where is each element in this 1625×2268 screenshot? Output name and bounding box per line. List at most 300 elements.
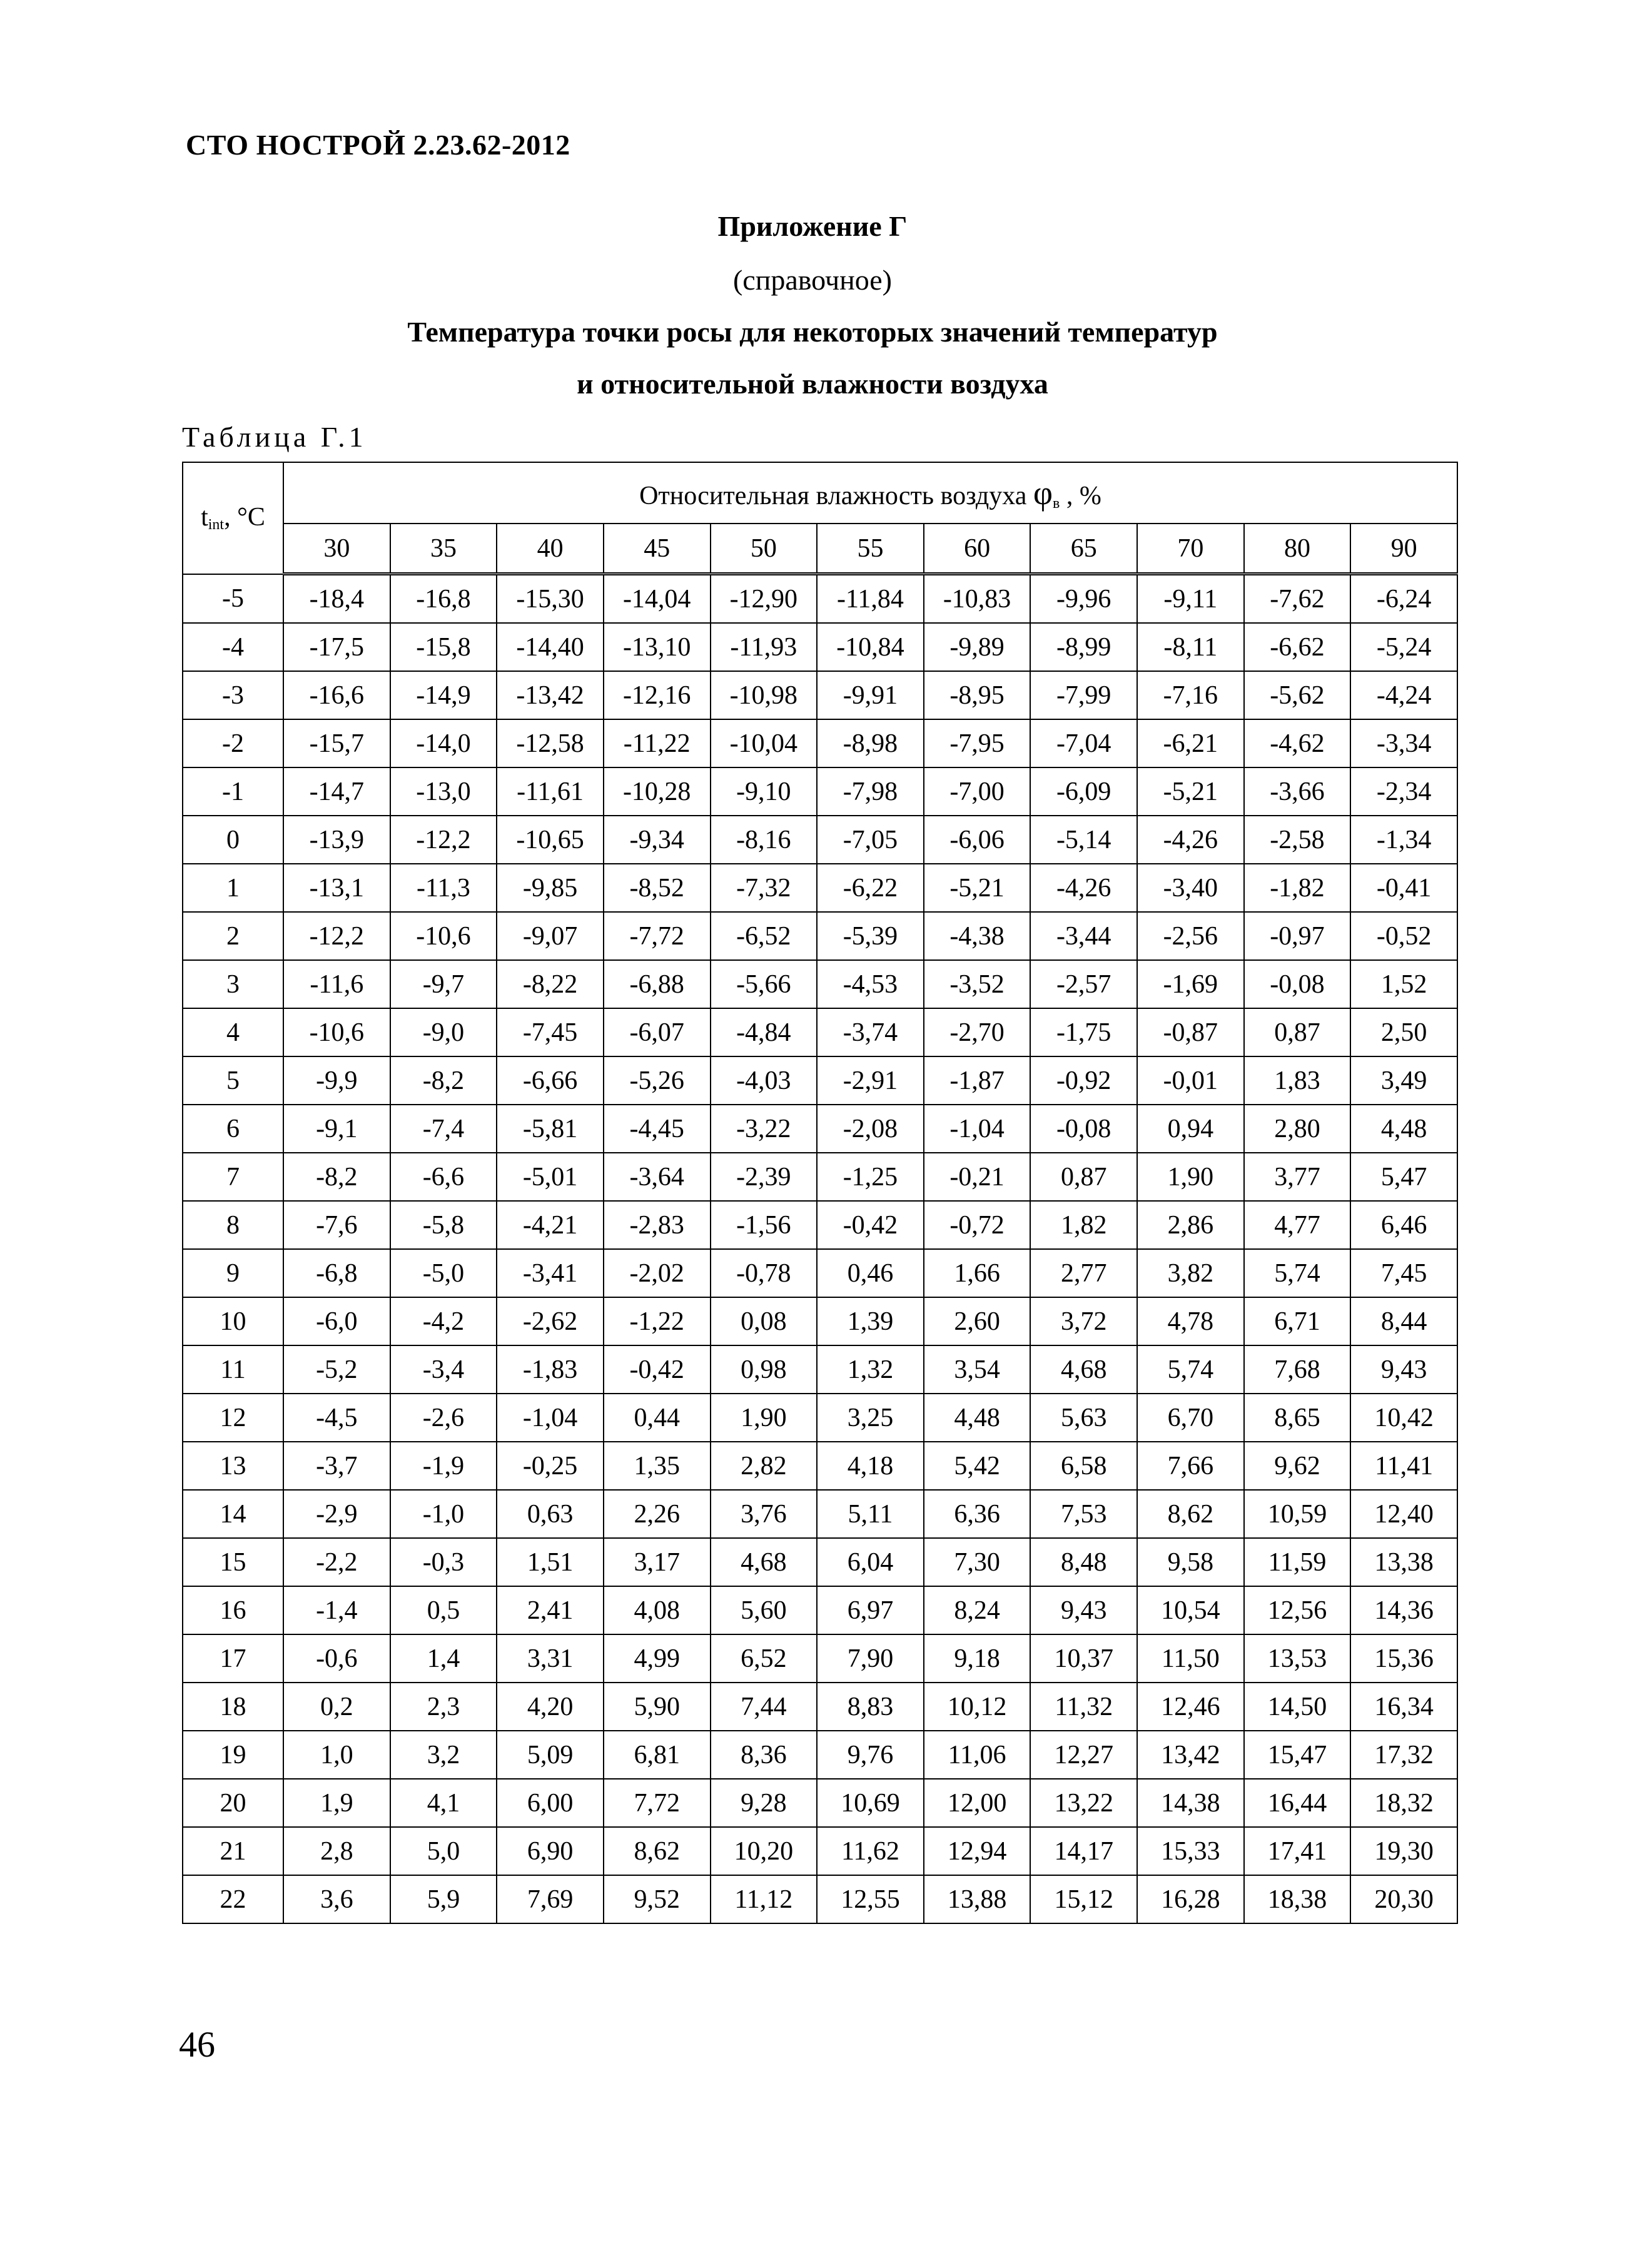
dew-point-cell: 1,4 (390, 1634, 497, 1683)
dew-point-cell: -1,04 (924, 1105, 1031, 1153)
dew-point-cell: 12,40 (1350, 1490, 1457, 1538)
temperature-cell: 0 (183, 816, 283, 864)
dew-point-cell: -5,81 (497, 1105, 604, 1153)
dew-point-cell: 14,38 (1137, 1779, 1244, 1827)
dew-point-cell: 0,63 (497, 1490, 604, 1538)
dew-point-cell: 2,82 (711, 1442, 818, 1490)
dew-point-cell: 15,12 (1030, 1875, 1137, 1923)
dew-point-cell: 10,59 (1244, 1490, 1351, 1538)
dew-point-cell: -16,6 (283, 671, 390, 719)
temperature-cell: -1 (183, 767, 283, 816)
dew-point-cell: 0,94 (1137, 1105, 1244, 1153)
temperature-subscript: int (208, 517, 225, 534)
dew-point-cell: 0,5 (390, 1586, 497, 1634)
table-row (183, 816, 1457, 864)
table-row (183, 1008, 1457, 1056)
dew-point-cell: 5,74 (1137, 1345, 1244, 1394)
dew-point-cell: -6,22 (817, 864, 924, 912)
humidity-symbol: φ (1033, 474, 1053, 512)
table-row (183, 767, 1457, 816)
dew-point-cell: -2,6 (390, 1394, 497, 1442)
dew-point-cell: -4,53 (817, 960, 924, 1008)
table-row (183, 1779, 1457, 1827)
humidity-column-header: 35 (390, 524, 497, 574)
humidity-columns-row (183, 524, 1457, 574)
dew-point-cell: -7,99 (1030, 671, 1137, 719)
dew-point-cell: 9,62 (1244, 1442, 1351, 1490)
dew-point-cell: -8,99 (1030, 623, 1137, 671)
dew-point-cell: -9,7 (390, 960, 497, 1008)
dew-point-cell: 13,38 (1350, 1538, 1457, 1586)
dew-point-cell: -0,97 (1244, 912, 1351, 960)
dew-point-cell: -10,84 (817, 623, 924, 671)
dew-point-cell: -8,2 (390, 1056, 497, 1105)
table-row (183, 1827, 1457, 1875)
dew-point-cell: 14,17 (1030, 1827, 1137, 1875)
humidity-header-text: Относительная влажность воздуха (639, 482, 1033, 510)
table-row (183, 1442, 1457, 1490)
dew-point-cell: -2,39 (711, 1153, 818, 1201)
dew-point-cell: -5,39 (817, 912, 924, 960)
dew-point-cell: -6,21 (1137, 719, 1244, 767)
temperature-cell: 8 (183, 1201, 283, 1249)
dew-point-cell: -10,6 (283, 1008, 390, 1056)
humidity-column-header: 40 (497, 524, 604, 574)
dew-point-cell: 4,68 (711, 1538, 818, 1586)
table-row (183, 960, 1457, 1008)
table-row (183, 912, 1457, 960)
dew-point-cell: 7,72 (604, 1779, 711, 1827)
dew-point-cell: 7,44 (711, 1683, 818, 1731)
humidity-column-header: 30 (283, 524, 390, 574)
dew-point-cell: 7,66 (1137, 1442, 1244, 1490)
dew-point-cell: -0,41 (1350, 864, 1457, 912)
dew-point-cell: -4,62 (1244, 719, 1351, 767)
dew-point-cell: 6,70 (1137, 1394, 1244, 1442)
dew-point-cell: -0,08 (1030, 1105, 1137, 1153)
dew-point-cell: 5,47 (1350, 1153, 1457, 1201)
dew-point-cell: -0,6 (283, 1634, 390, 1683)
dew-point-cell: -4,38 (924, 912, 1031, 960)
dew-point-cell: -2,91 (817, 1056, 924, 1105)
dew-point-cell: -5,8 (390, 1201, 497, 1249)
temperature-cell: -2 (183, 719, 283, 767)
dew-point-cell: -2,58 (1244, 816, 1351, 864)
humidity-group-header (283, 462, 1457, 524)
dew-point-cell: 4,68 (1030, 1345, 1137, 1394)
dew-point-cell: -2,02 (604, 1249, 711, 1297)
dew-point-cell: 5,9 (390, 1875, 497, 1923)
dew-point-cell: -8,22 (497, 960, 604, 1008)
table-label: Таблица Г.1 (182, 421, 367, 453)
dew-point-cell: 2,50 (1350, 1008, 1457, 1056)
dew-point-cell: -0,42 (604, 1345, 711, 1394)
dew-point-cell: -11,61 (497, 767, 604, 816)
dew-point-cell: -18,4 (283, 574, 390, 624)
humidity-subscript: в (1053, 495, 1060, 512)
dew-point-cell: -3,66 (1244, 767, 1351, 816)
dew-point-cell: 18,32 (1350, 1779, 1457, 1827)
dew-point-cell: 4,48 (924, 1394, 1031, 1442)
dew-point-cell: -15,8 (390, 623, 497, 671)
dew-point-cell: 5,63 (1030, 1394, 1137, 1442)
dew-point-cell: 8,48 (1030, 1538, 1137, 1586)
dew-point-cell: -5,26 (604, 1056, 711, 1105)
dew-point-cell: 5,0 (390, 1827, 497, 1875)
dew-point-cell: 8,36 (711, 1731, 818, 1779)
dew-point-cell: 16,44 (1244, 1779, 1351, 1827)
dew-point-cell: 20,30 (1350, 1875, 1457, 1923)
dew-point-cell: 1,52 (1350, 960, 1457, 1008)
dew-point-cell: -11,6 (283, 960, 390, 1008)
dew-point-cell: 4,77 (1244, 1201, 1351, 1249)
table-row (183, 719, 1457, 767)
dew-point-cell: -1,4 (283, 1586, 390, 1634)
dew-point-cell: 3,2 (390, 1731, 497, 1779)
dew-point-cell: -9,91 (817, 671, 924, 719)
dew-point-cell: 7,45 (1350, 1249, 1457, 1297)
dew-point-cell: 6,71 (1244, 1297, 1351, 1345)
dew-point-cell: 4,08 (604, 1586, 711, 1634)
table-row (183, 1634, 1457, 1683)
table-row (183, 671, 1457, 719)
dew-point-cell: 6,46 (1350, 1201, 1457, 1249)
dew-point-cell: 9,28 (711, 1779, 818, 1827)
dew-point-cell: 13,53 (1244, 1634, 1351, 1683)
dew-point-cell: -13,9 (283, 816, 390, 864)
dew-point-cell: -9,11 (1137, 574, 1244, 624)
dew-point-cell: 9,52 (604, 1875, 711, 1923)
dew-point-cell: 2,77 (1030, 1249, 1137, 1297)
dew-point-cell: 4,1 (390, 1779, 497, 1827)
humidity-column-header: 50 (711, 524, 818, 574)
dew-point-cell: 0,2 (283, 1683, 390, 1731)
humidity-column-header: 45 (604, 524, 711, 574)
dew-point-cell: -7,95 (924, 719, 1031, 767)
dew-point-cell: 13,42 (1137, 1731, 1244, 1779)
dew-point-cell: 11,12 (711, 1875, 818, 1923)
dew-point-cell: -0,3 (390, 1538, 497, 1586)
dew-point-cell: 8,62 (604, 1827, 711, 1875)
dew-point-cell: -0,78 (711, 1249, 818, 1297)
dew-point-cell: -15,7 (283, 719, 390, 767)
dew-point-cell: -8,52 (604, 864, 711, 912)
dew-point-cell: -0,42 (817, 1201, 924, 1249)
table-row (183, 1345, 1457, 1394)
dew-point-cell: -9,34 (604, 816, 711, 864)
dew-point-cell: -1,9 (390, 1442, 497, 1490)
dew-point-cell: 10,12 (924, 1683, 1031, 1731)
dew-point-cell: 6,58 (1030, 1442, 1137, 1490)
dew-point-cell: -8,11 (1137, 623, 1244, 671)
dew-point-cell: 2,26 (604, 1490, 711, 1538)
temperature-cell: 11 (183, 1345, 283, 1394)
document-code: СТО НОСТРОЙ 2.23.62-2012 (186, 129, 570, 161)
dew-point-cell: 2,60 (924, 1297, 1031, 1345)
dew-point-cell: 1,35 (604, 1442, 711, 1490)
table-row (183, 1683, 1457, 1731)
dew-point-cell: -1,25 (817, 1153, 924, 1201)
dew-point-cell: -11,84 (817, 574, 924, 624)
dew-point-cell: -11,3 (390, 864, 497, 912)
dew-point-cell: -1,04 (497, 1394, 604, 1442)
dew-point-cell: 8,62 (1137, 1490, 1244, 1538)
dew-point-cell: -4,03 (711, 1056, 818, 1105)
table-row (183, 1875, 1457, 1923)
dew-point-cell: 1,0 (283, 1731, 390, 1779)
temperature-cell: -4 (183, 623, 283, 671)
table-row (183, 1105, 1457, 1153)
dew-point-cell: 9,43 (1030, 1586, 1137, 1634)
humidity-column-header: 55 (817, 524, 924, 574)
dew-point-cell: 15,33 (1137, 1827, 1244, 1875)
dew-point-cell: 6,97 (817, 1586, 924, 1634)
dew-point-cell: -12,2 (283, 912, 390, 960)
dew-point-cell: -3,74 (817, 1008, 924, 1056)
dew-point-cell: 3,54 (924, 1345, 1031, 1394)
dew-point-cell: -13,42 (497, 671, 604, 719)
dew-point-cell: -3,64 (604, 1153, 711, 1201)
dew-point-cell: -4,2 (390, 1297, 497, 1345)
dew-point-cell: -4,26 (1030, 864, 1137, 912)
dew-point-cell: 9,76 (817, 1731, 924, 1779)
dew-point-cell: -7,4 (390, 1105, 497, 1153)
dew-point-cell: -9,85 (497, 864, 604, 912)
humidity-unit: , % (1060, 482, 1101, 510)
dew-point-cell: 4,48 (1350, 1105, 1457, 1153)
dew-point-cell: 14,50 (1244, 1683, 1351, 1731)
dew-point-cell: -11,22 (604, 719, 711, 767)
dew-point-cell: 1,83 (1244, 1056, 1351, 1105)
dew-point-cell: 14,36 (1350, 1586, 1457, 1634)
dew-point-cell: -1,82 (1244, 864, 1351, 912)
table-row (183, 1731, 1457, 1779)
dew-point-cell: 5,90 (604, 1683, 711, 1731)
dew-point-cell: -1,87 (924, 1056, 1031, 1105)
dew-point-cell: 2,41 (497, 1586, 604, 1634)
table-row (183, 1249, 1457, 1297)
dew-point-cell: -7,45 (497, 1008, 604, 1056)
dew-point-cell: -7,16 (1137, 671, 1244, 719)
dew-point-cell: 17,41 (1244, 1827, 1351, 1875)
dew-point-cell: -6,88 (604, 960, 711, 1008)
dew-point-cell: -6,8 (283, 1249, 390, 1297)
dew-point-cell: 4,78 (1137, 1297, 1244, 1345)
dew-point-cell: -6,52 (711, 912, 818, 960)
dew-point-cell: 1,51 (497, 1538, 604, 1586)
dew-point-cell: -7,6 (283, 1201, 390, 1249)
temperature-cell: 6 (183, 1105, 283, 1153)
table-row (183, 1586, 1457, 1634)
table-row (183, 1153, 1457, 1201)
dew-point-cell: -7,04 (1030, 719, 1137, 767)
table-row (183, 1394, 1457, 1442)
dew-point-cell: 13,88 (924, 1875, 1031, 1923)
dew-point-cell: -1,83 (497, 1345, 604, 1394)
dew-point-cell: 5,42 (924, 1442, 1031, 1490)
temperature-column-header (183, 462, 283, 574)
temperature-cell: 19 (183, 1731, 283, 1779)
dew-point-cell: -7,32 (711, 864, 818, 912)
dew-point-cell: 0,87 (1244, 1008, 1351, 1056)
temperature-cell: 17 (183, 1634, 283, 1683)
temperature-cell: 3 (183, 960, 283, 1008)
dew-point-cell: 3,82 (1137, 1249, 1244, 1297)
dew-point-cell: -6,0 (283, 1297, 390, 1345)
dew-point-cell: 3,6 (283, 1875, 390, 1923)
dew-point-cell: 3,76 (711, 1490, 818, 1538)
dew-point-cell: 8,24 (924, 1586, 1031, 1634)
table-row (183, 1201, 1457, 1249)
dew-point-cell: -5,01 (497, 1153, 604, 1201)
dew-point-cell: -10,65 (497, 816, 604, 864)
dew-point-cell: -14,04 (604, 574, 711, 624)
dew-point-cell: 4,99 (604, 1634, 711, 1683)
dew-point-cell: 18,38 (1244, 1875, 1351, 1923)
dew-point-cell: -5,14 (1030, 816, 1137, 864)
table-row (183, 623, 1457, 671)
temperature-cell: 1 (183, 864, 283, 912)
dew-point-cell: 11,50 (1137, 1634, 1244, 1683)
dew-point-cell: 2,86 (1137, 1201, 1244, 1249)
dew-point-cell: 10,54 (1137, 1586, 1244, 1634)
dew-point-cell: -2,57 (1030, 960, 1137, 1008)
dew-point-cell: 16,28 (1137, 1875, 1244, 1923)
dew-point-cell: -16,8 (390, 574, 497, 624)
temperature-cell: 7 (183, 1153, 283, 1201)
dew-point-cell: 2,80 (1244, 1105, 1351, 1153)
dew-point-cell: -2,56 (1137, 912, 1244, 960)
dew-point-cell: -5,62 (1244, 671, 1351, 719)
dew-point-cell: -9,07 (497, 912, 604, 960)
dew-point-cell: 10,69 (817, 1779, 924, 1827)
temperature-cell: -3 (183, 671, 283, 719)
dew-point-cell: 1,39 (817, 1297, 924, 1345)
dew-point-cell: 19,30 (1350, 1827, 1457, 1875)
appendix-type: (справочное) (732, 264, 893, 296)
dew-point-cell: -4,45 (604, 1105, 711, 1153)
dew-point-cell: -14,9 (390, 671, 497, 719)
dew-point-cell: 15,47 (1244, 1731, 1351, 1779)
dew-point-cell: 12,56 (1244, 1586, 1351, 1634)
dew-point-cell: 9,18 (924, 1634, 1031, 1683)
temperature-cell: 21 (183, 1827, 283, 1875)
temperature-cell: 9 (183, 1249, 283, 1297)
dew-point-cell: -8,16 (711, 816, 818, 864)
table-row (183, 1490, 1457, 1538)
dew-point-cell: 1,90 (1137, 1153, 1244, 1201)
dew-point-cell: -12,16 (604, 671, 711, 719)
temperature-unit: , °С (224, 503, 265, 532)
dew-point-cell: 1,9 (283, 1779, 390, 1827)
dew-point-cell: -13,0 (390, 767, 497, 816)
dew-point-cell: -9,0 (390, 1008, 497, 1056)
humidity-column-header: 90 (1350, 524, 1457, 574)
dew-point-cell: -0,72 (924, 1201, 1031, 1249)
dew-point-cell: 16,34 (1350, 1683, 1457, 1731)
dew-point-cell: 12,55 (817, 1875, 924, 1923)
dew-point-cell: 12,27 (1030, 1731, 1137, 1779)
humidity-column-header: 70 (1137, 524, 1244, 574)
table-heading-line-1: Температура точки росы для некоторых значений температур (407, 316, 1218, 348)
table-row (183, 574, 1457, 624)
dew-point-cell: -1,56 (711, 1201, 818, 1249)
dew-point-cell: -3,4 (390, 1345, 497, 1394)
dew-point-cell: -4,26 (1137, 816, 1244, 864)
dew-point-cell: -7,05 (817, 816, 924, 864)
dew-point-cell: 11,62 (817, 1827, 924, 1875)
dew-point-cell: 1,32 (817, 1345, 924, 1394)
dew-point-cell: 6,52 (711, 1634, 818, 1683)
dew-point-cell: 9,43 (1350, 1345, 1457, 1394)
dew-point-cell: -1,69 (1137, 960, 1244, 1008)
dew-point-cell: 6,36 (924, 1490, 1031, 1538)
dew-point-cell: -2,9 (283, 1490, 390, 1538)
dew-point-cell: -8,98 (817, 719, 924, 767)
dew-point-cell: -4,5 (283, 1394, 390, 1442)
dew-point-cell: -13,1 (283, 864, 390, 912)
dew-point-cell: -3,52 (924, 960, 1031, 1008)
dew-point-cell: 4,20 (497, 1683, 604, 1731)
dew-point-cell: -5,21 (1137, 767, 1244, 816)
dew-point-cell: 3,49 (1350, 1056, 1457, 1105)
dew-point-cell: 0,98 (711, 1345, 818, 1394)
dew-point-cell: 4,18 (817, 1442, 924, 1490)
temperature-cell: 22 (183, 1875, 283, 1923)
dew-point-cell: -9,10 (711, 767, 818, 816)
dew-point-cell: -8,2 (283, 1153, 390, 1201)
table-row (183, 1297, 1457, 1345)
dew-point-cell: 3,72 (1030, 1297, 1137, 1345)
dew-point-cell: -3,41 (497, 1249, 604, 1297)
temperature-cell: 5 (183, 1056, 283, 1105)
dew-point-cell: -5,2 (283, 1345, 390, 1394)
dew-point-cell: -10,83 (924, 574, 1031, 624)
dew-point-cell: -2,34 (1350, 767, 1457, 816)
dew-point-cell: -5,24 (1350, 623, 1457, 671)
dew-point-cell: -1,75 (1030, 1008, 1137, 1056)
humidity-column-header: 65 (1030, 524, 1137, 574)
page-number: 46 (179, 2024, 215, 2065)
dew-point-cell: 0,46 (817, 1249, 924, 1297)
dew-point-cell: 7,68 (1244, 1345, 1351, 1394)
dew-point-cell: -6,24 (1350, 574, 1457, 624)
dew-point-cell: -3,34 (1350, 719, 1457, 767)
dew-point-cell: 11,32 (1030, 1683, 1137, 1731)
dew-point-cell: -7,62 (1244, 574, 1351, 624)
dew-point-cell: -6,07 (604, 1008, 711, 1056)
dew-point-cell: 5,74 (1244, 1249, 1351, 1297)
dew-point-cell: -3,7 (283, 1442, 390, 1490)
dew-point-cell: -6,62 (1244, 623, 1351, 671)
dew-point-cell: -7,72 (604, 912, 711, 960)
dew-point-cell: -12,2 (390, 816, 497, 864)
table-heading-line-2: и относительной влажности воздуха (577, 368, 1048, 400)
dew-point-cell: 6,00 (497, 1779, 604, 1827)
dew-point-table (182, 462, 1458, 1924)
dew-point-cell: 6,81 (604, 1731, 711, 1779)
dew-point-cell: -3,44 (1030, 912, 1137, 960)
dew-point-cell: -9,1 (283, 1105, 390, 1153)
dew-point-cell: -9,96 (1030, 574, 1137, 624)
dew-point-cell: -0,21 (924, 1153, 1031, 1201)
dew-point-cell: -0,25 (497, 1442, 604, 1490)
dew-point-cell: -6,09 (1030, 767, 1137, 816)
dew-point-cell: 11,06 (924, 1731, 1031, 1779)
dew-point-cell: 8,83 (817, 1683, 924, 1731)
temperature-cell: 15 (183, 1538, 283, 1586)
dew-point-cell: 1,90 (711, 1394, 818, 1442)
